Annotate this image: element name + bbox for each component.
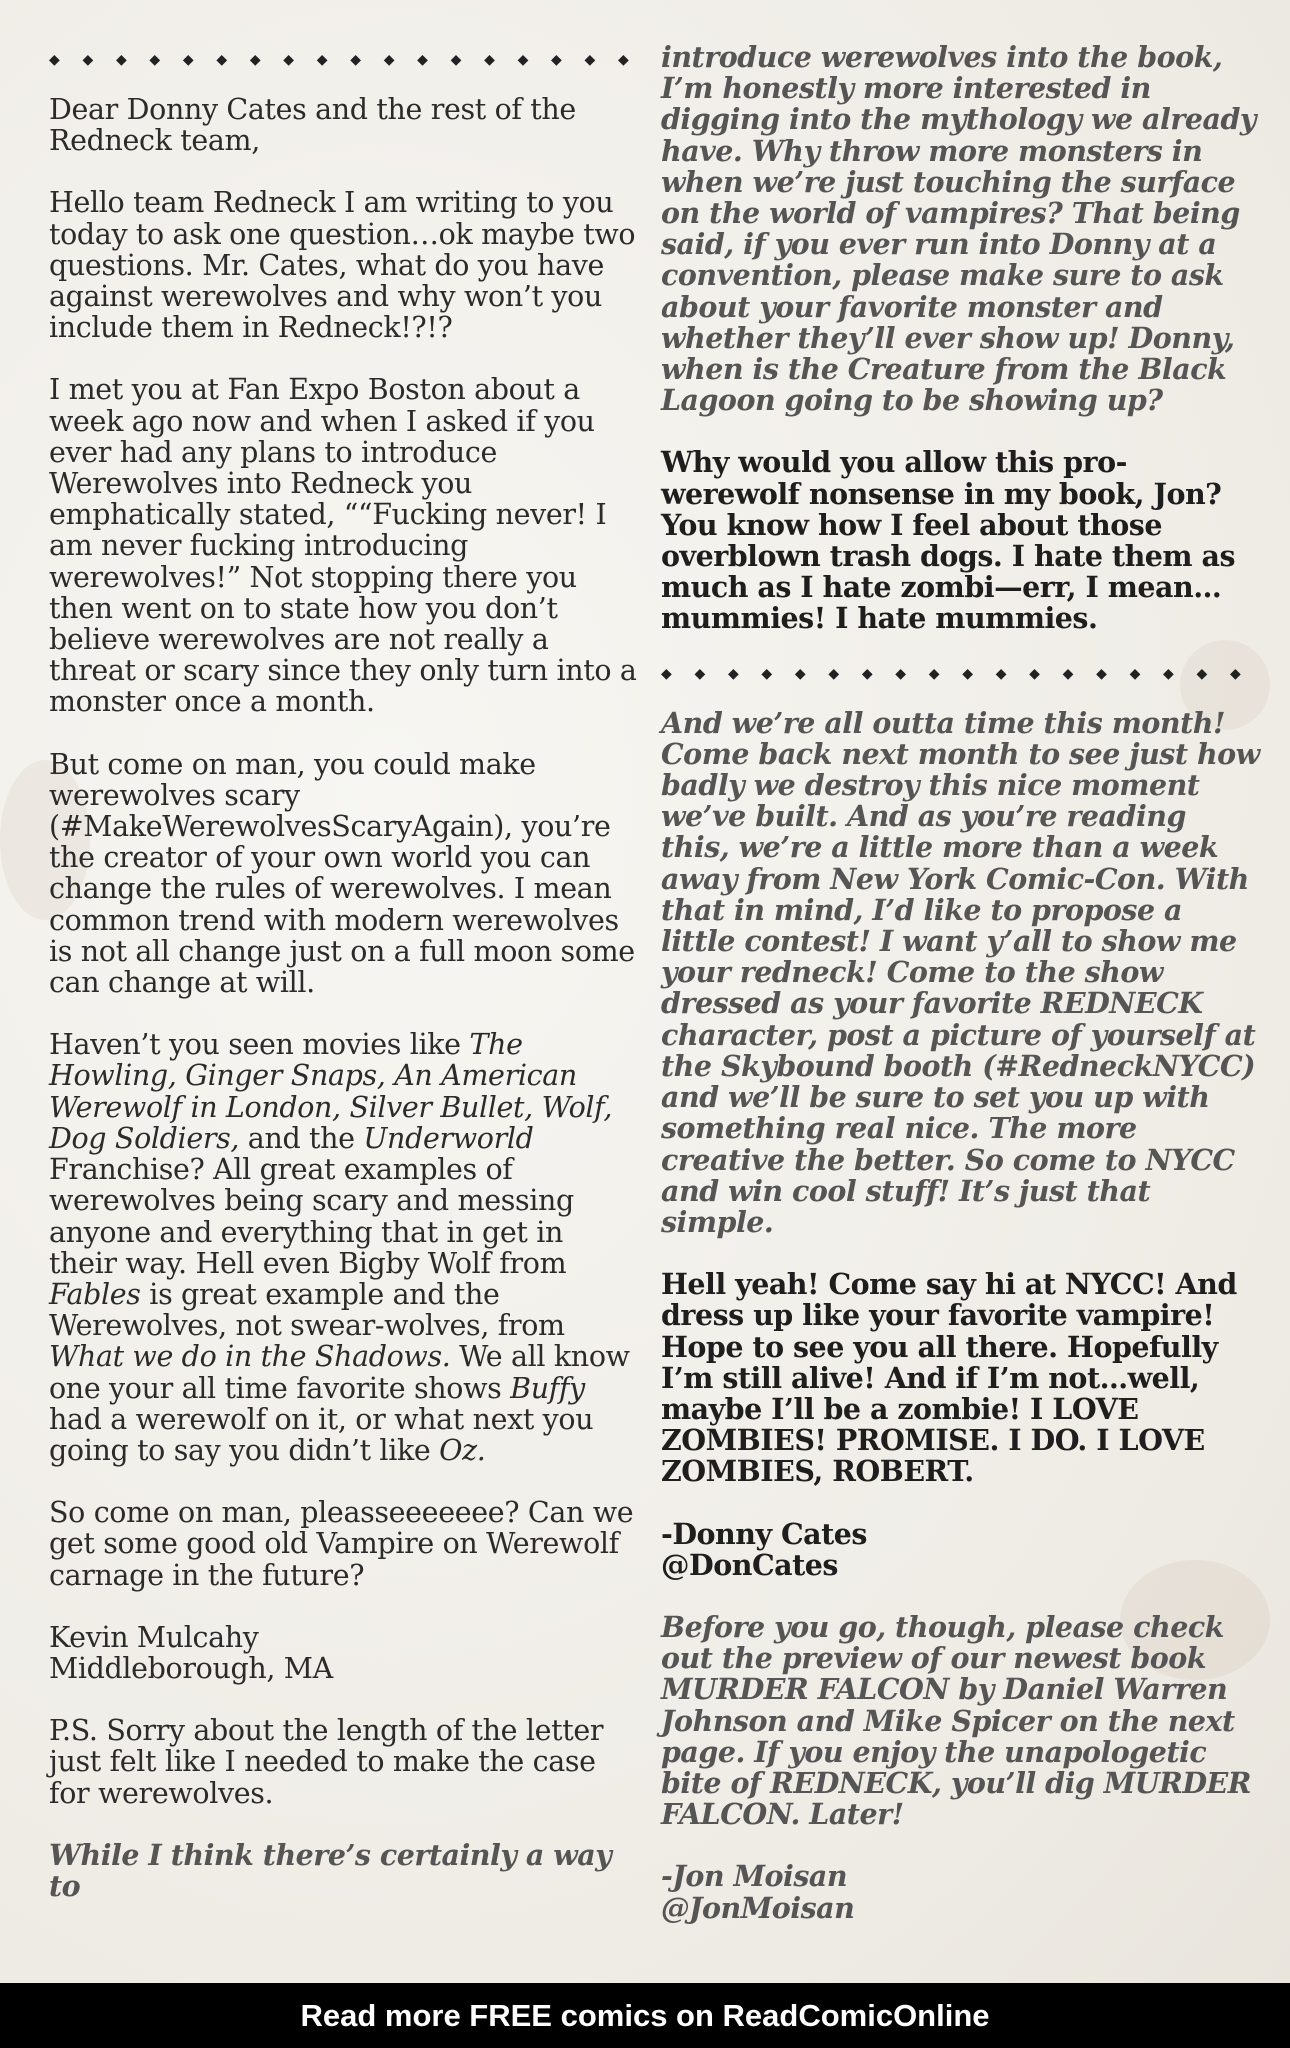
- right-column: [661, 42, 1261, 1955]
- divider-diamonds: ◆ ◆ ◆ ◆ ◆ ◆ ◆ ◆ ◆ ◆ ◆ ◆ ◆ ◆ ◆ ◆ ◆ ◆: [661, 665, 1241, 682]
- editor-preview-note: Before you go, though, please check out the preview of our newest book MURDER FALCON by Daniel Warren Johnson and Mike Spicer on the next page. If you enjoy the unapologetic bite of REDNECK, you’ll dig MURDER FALCON. Later!: [661, 1609, 1251, 1832]
- letter-signature-place: Middleborough, MA: [49, 1651, 333, 1685]
- letter-postscript: P.S. Sorry about the length of the letter just felt like I needed to make the case for werewolves.: [49, 1714, 604, 1810]
- editor-handle: @JonMoisan: [661, 1890, 855, 1925]
- footer-banner[interactable]: Read more FREE comics on ReadComicOnline: [0, 1983, 1290, 2048]
- writer-signature: -Donny Cates: [661, 1516, 867, 1551]
- editor-reply: introduce werewolves into the book, I’m honestly more interested in digging into the mythology we already have. Why throw more monsters in when we’re just touching the surface on the world of vampires? That being said, if you ever run into Donny at a convention, please make sure to ask about your favorite monster and whether they’ll ever show up! Donny, when is the Creature from the Black Lagoon going to be showing up?: [661, 40, 1256, 418]
- letter-salutation: Dear Donny Cates and the rest of the Redneck team,: [49, 93, 576, 158]
- letter-paragraph: But come on man, you could make werewolves scary (#MakeWerewolvesScaryAgain), you’re the creator of your own world you can change the rules of werewolves. I mean common trend with modern werewolves is not all change just on a full moon some can change at will.: [49, 747, 635, 1000]
- letter-signature-name: Kevin Mulcahy: [49, 1620, 259, 1654]
- writer-closing: Hell yeah! Come say hi at NYCC! And dress up like your favorite vampire! Hope to see you all there. Hopefully I’m still alive! And if I’m not…well, maybe I’ll be a zombie! I LOVE ZOMBIES! PROMISE. I DO. I LOVE ZOMBIES, ROBERT.: [661, 1267, 1237, 1489]
- letter-paragraph: So come on man, pleasseeeeeee? Can we get some good old Vampire on Werewolf carnage in the future?: [49, 1496, 634, 1592]
- writer-handle: @DonCates: [661, 1547, 838, 1582]
- editor-closing: And we’re all outta time this month! Come back next month to see just how badly we destroy this nice moment we’ve built. And as you’re reading this, we’re a little more than a week away from New York Comic-Con. With that in mind, I’d like to propose a little contest! I want y’all to show me your redneck! Come to the show dressed as your favorite REDNECK character, post a picture of yourself at the Skybound booth (#RedneckNYCC) and we’ll be sure to set you up with something real nice. The more creative the better. So come to NYCC and win cool stuff! It’s just that simple.: [661, 705, 1260, 1239]
- left-column: [49, 40, 639, 1933]
- writer-reply: Why would you allow this pro-werewolf nonsense in my book, Jon? You know how I feel about those overblown trash dogs. I hate them as much as I hate zombi—err, I mean…mummies! I hate mummies.: [661, 445, 1236, 636]
- letter-paragraph: Hello team Redneck I am writing to you today to ask one question…ok maybe two questions. Mr. Cates, what do you have against werewolves and why won’t you include them in Redneck!?!?: [49, 186, 636, 345]
- editor-signature: -Jon Moisan: [661, 1859, 848, 1894]
- letter-paragraph-movies: Haven’t you seen movies like The Howling, Ginger Snaps, An American Werewolf in London, Silver Bullet, Wolf, Dog Soldiers, and the Underworld Franchise? All great examples of werewolves being scary and messing anyone and everything that in get in their way. Hell even Bigby Wolf from Fables is great example and the Werewolves, not swear-wolves, from What we do in the Shadows. We all know one your all time favorite shows Buffy had a werewolf on it, or what next you going to say you didn’t like Oz.: [49, 1028, 630, 1467]
- divider-diamonds: ◆ ◆ ◆ ◆ ◆ ◆ ◆ ◆ ◆ ◆ ◆ ◆ ◆ ◆ ◆ ◆ ◆ ◆: [49, 52, 629, 68]
- editor-reply-start: While I think there’s certainly a way to: [49, 1837, 612, 1903]
- letter-paragraph: I met you at Fan Expo Boston about a week ago now and when I asked if you ever had any plans to introduce Werewolves into Redneck you emphatically stated, ““Fucking never! I am never fucking introducing werewolves!” Not stopping there you then went on to state how you don’t believe werewolves are not really a threat or scary since they only turn into a monster once a month.: [49, 373, 637, 719]
